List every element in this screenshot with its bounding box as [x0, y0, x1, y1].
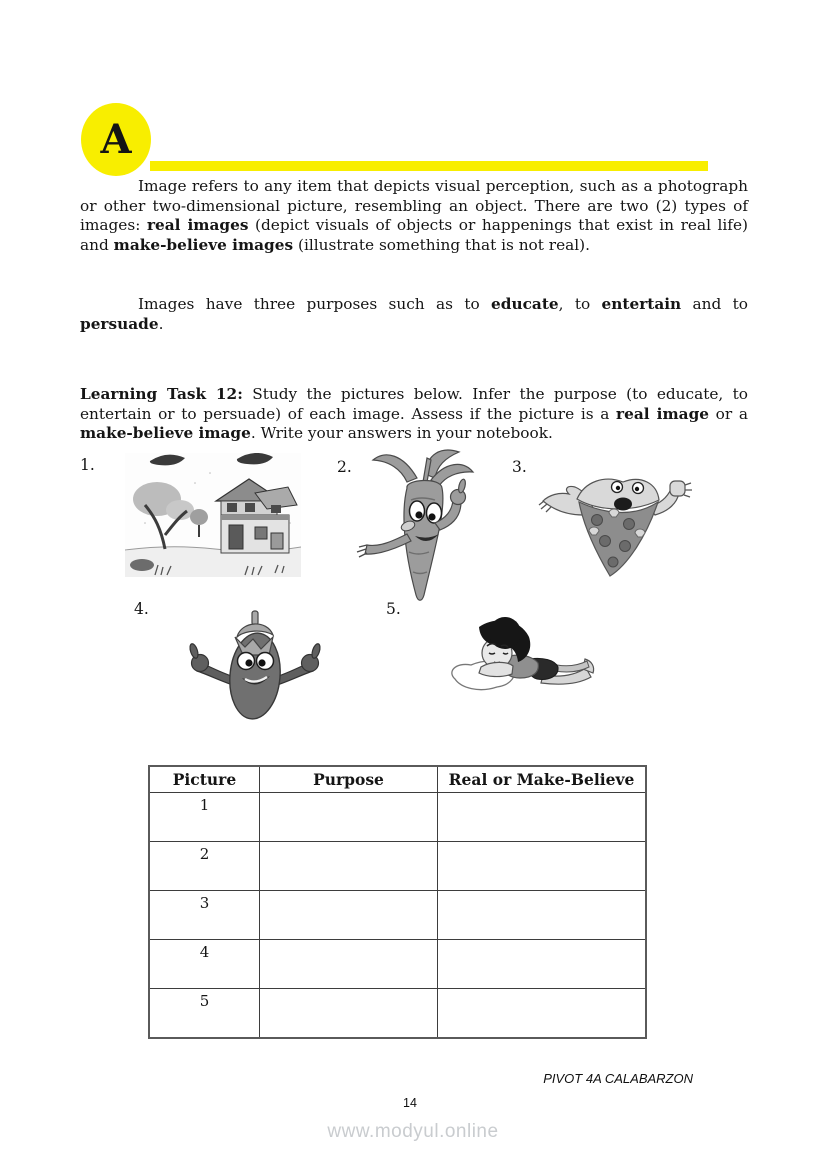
picture-5-label: 5.: [386, 600, 401, 618]
bold-make-believe-image: make-believe image: [80, 424, 251, 443]
picture-1-label: 1.: [80, 456, 95, 474]
eggplant-cartoon-image: [187, 603, 323, 723]
picture-4-label: 4.: [134, 600, 149, 618]
boy-lying-down-image: [445, 615, 598, 700]
bold-persuade: persuade: [80, 314, 159, 333]
purpose-answer-cell: [260, 891, 438, 940]
carrot-cartoon-image: [345, 448, 500, 605]
table-row: [149, 989, 646, 1039]
purposes-paragraph: [80, 295, 748, 334]
text-segment: and to: [681, 295, 748, 313]
picture-2-label: 2.: [337, 458, 352, 476]
picture-number-cell: 4: [149, 940, 260, 989]
intro-paragraph: [80, 177, 748, 255]
picture-number-cell: 1: [149, 793, 260, 842]
text-segment: Image refers to any item that depicts visual perception, such as a photograph or other two-dimensional picture, resembling an object. There are two (2) types of images:: [80, 177, 748, 235]
text-segment: .: [158, 314, 164, 333]
picture-3-label: 3.: [512, 458, 527, 476]
section-letter: A: [100, 116, 132, 163]
purpose-answer-cell: [260, 793, 438, 842]
bold-real-images: real images: [146, 216, 249, 235]
yellow-accent-bar: [150, 161, 708, 171]
text-segment: or a: [709, 404, 748, 423]
real-answer-cell: [438, 989, 647, 1039]
answer-table: [148, 765, 647, 1039]
bold-entertain: entertain: [601, 295, 682, 313]
text-segment: , to: [558, 295, 602, 313]
bold-real-image: real image: [616, 404, 710, 423]
purpose-answer-cell: [260, 940, 438, 989]
house-scene-image: [125, 453, 301, 577]
page-number: 14: [403, 1096, 417, 1110]
table-row: [149, 891, 646, 940]
watermark: www.modyul.online: [327, 1121, 499, 1142]
real-answer-cell: [438, 842, 647, 891]
real-answer-cell: [438, 891, 647, 940]
col-header-real-or-make-believe: Real or Make-Believe: [438, 766, 647, 793]
text-segment: Images have three purposes such as to: [138, 295, 492, 313]
pizza-cartoon-image: [537, 473, 692, 585]
picture-number-cell: 5: [149, 989, 260, 1039]
picture-number-cell: 3: [149, 891, 260, 940]
table-row: [149, 842, 646, 891]
real-answer-cell: [438, 793, 647, 842]
text-segment: (depict visuals of objects or happenings that exist in real life) and: [80, 216, 748, 254]
text-segment: . Write your answers in your notebook.: [250, 424, 553, 443]
col-header-purpose: Purpose: [260, 766, 438, 793]
real-answer-cell: [438, 940, 647, 989]
purpose-answer-cell: [260, 989, 438, 1039]
footer-brand: PIVOT 4A CALABARZON: [543, 1071, 693, 1086]
col-header-picture: Picture: [149, 766, 260, 793]
section-a-badge: [81, 103, 151, 176]
table-row: [149, 793, 646, 842]
picture-number-cell: 2: [149, 842, 260, 891]
text-segment: Study the pictures below. Infer the purpose (to educate, to entertain or to persuade) of each image. Assess if the picture is a: [80, 385, 748, 423]
learning-task-paragraph: [80, 385, 748, 444]
bold-educate: educate: [491, 295, 559, 313]
bold-learning-task-12: Learning Task 12:: [80, 385, 243, 403]
purpose-answer-cell: [260, 842, 438, 891]
text-segment: (illustrate something that is not real).: [293, 235, 590, 254]
table-row: [149, 940, 646, 989]
bold-make-believe-images: make-believe images: [113, 235, 294, 254]
table-header-row: [149, 766, 646, 793]
